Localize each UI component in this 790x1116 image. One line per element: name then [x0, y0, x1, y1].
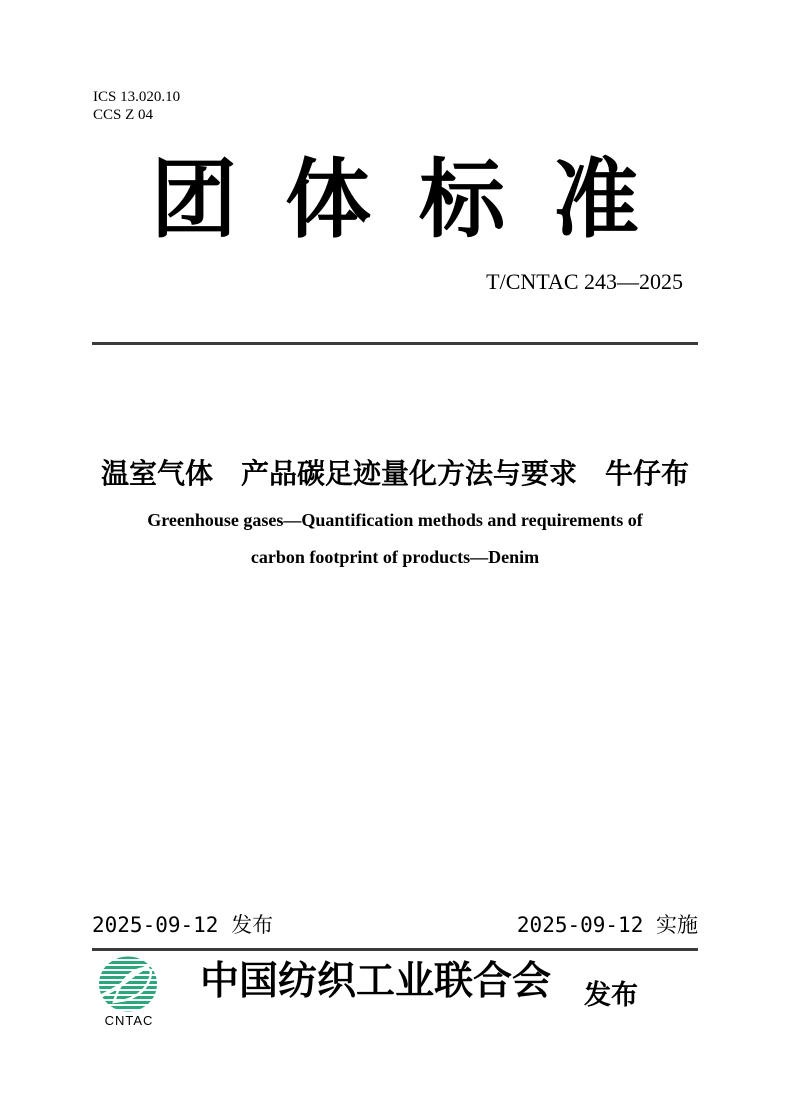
issue-date-group [92, 909, 273, 939]
ics-code: ICS 13.020.10 [93, 89, 181, 105]
standard-category-title: 团体标准 [151, 152, 687, 248]
standard-number: T/CNTAC 243—2025 [486, 269, 683, 294]
document-title-english [0, 502, 790, 576]
document-title-english-line1: Greenhouse gases—Quantification methods and requirements of [147, 510, 643, 530]
cntac-logo-acronym: CNTAC [104, 1013, 154, 1028]
document-title-chinese: 温室气体 产品碳足迹量化方法与要求 牛仔布 [100, 458, 689, 489]
issue-date: 2025-09-12 [92, 913, 219, 937]
publisher-action-label: 发布 [584, 980, 638, 1010]
document-title-english-line2: carbon footprint of products—Denim [250, 547, 540, 567]
issue-label: 发布 [231, 914, 274, 937]
cntac-logo-icon [98, 956, 160, 1014]
implementation-label: 实施 [656, 914, 698, 937]
ccs-code: CCS Z 04 [93, 107, 154, 123]
bottom-divider-rule [92, 948, 698, 951]
implementation-date: 2025-09-12 [516, 913, 644, 937]
implementation-date-group [517, 909, 698, 939]
top-divider-rule [92, 342, 698, 345]
publisher-name: 中国纺织工业联合会 [200, 960, 552, 1003]
classification-codes [93, 88, 180, 124]
dates-row [92, 909, 698, 939]
